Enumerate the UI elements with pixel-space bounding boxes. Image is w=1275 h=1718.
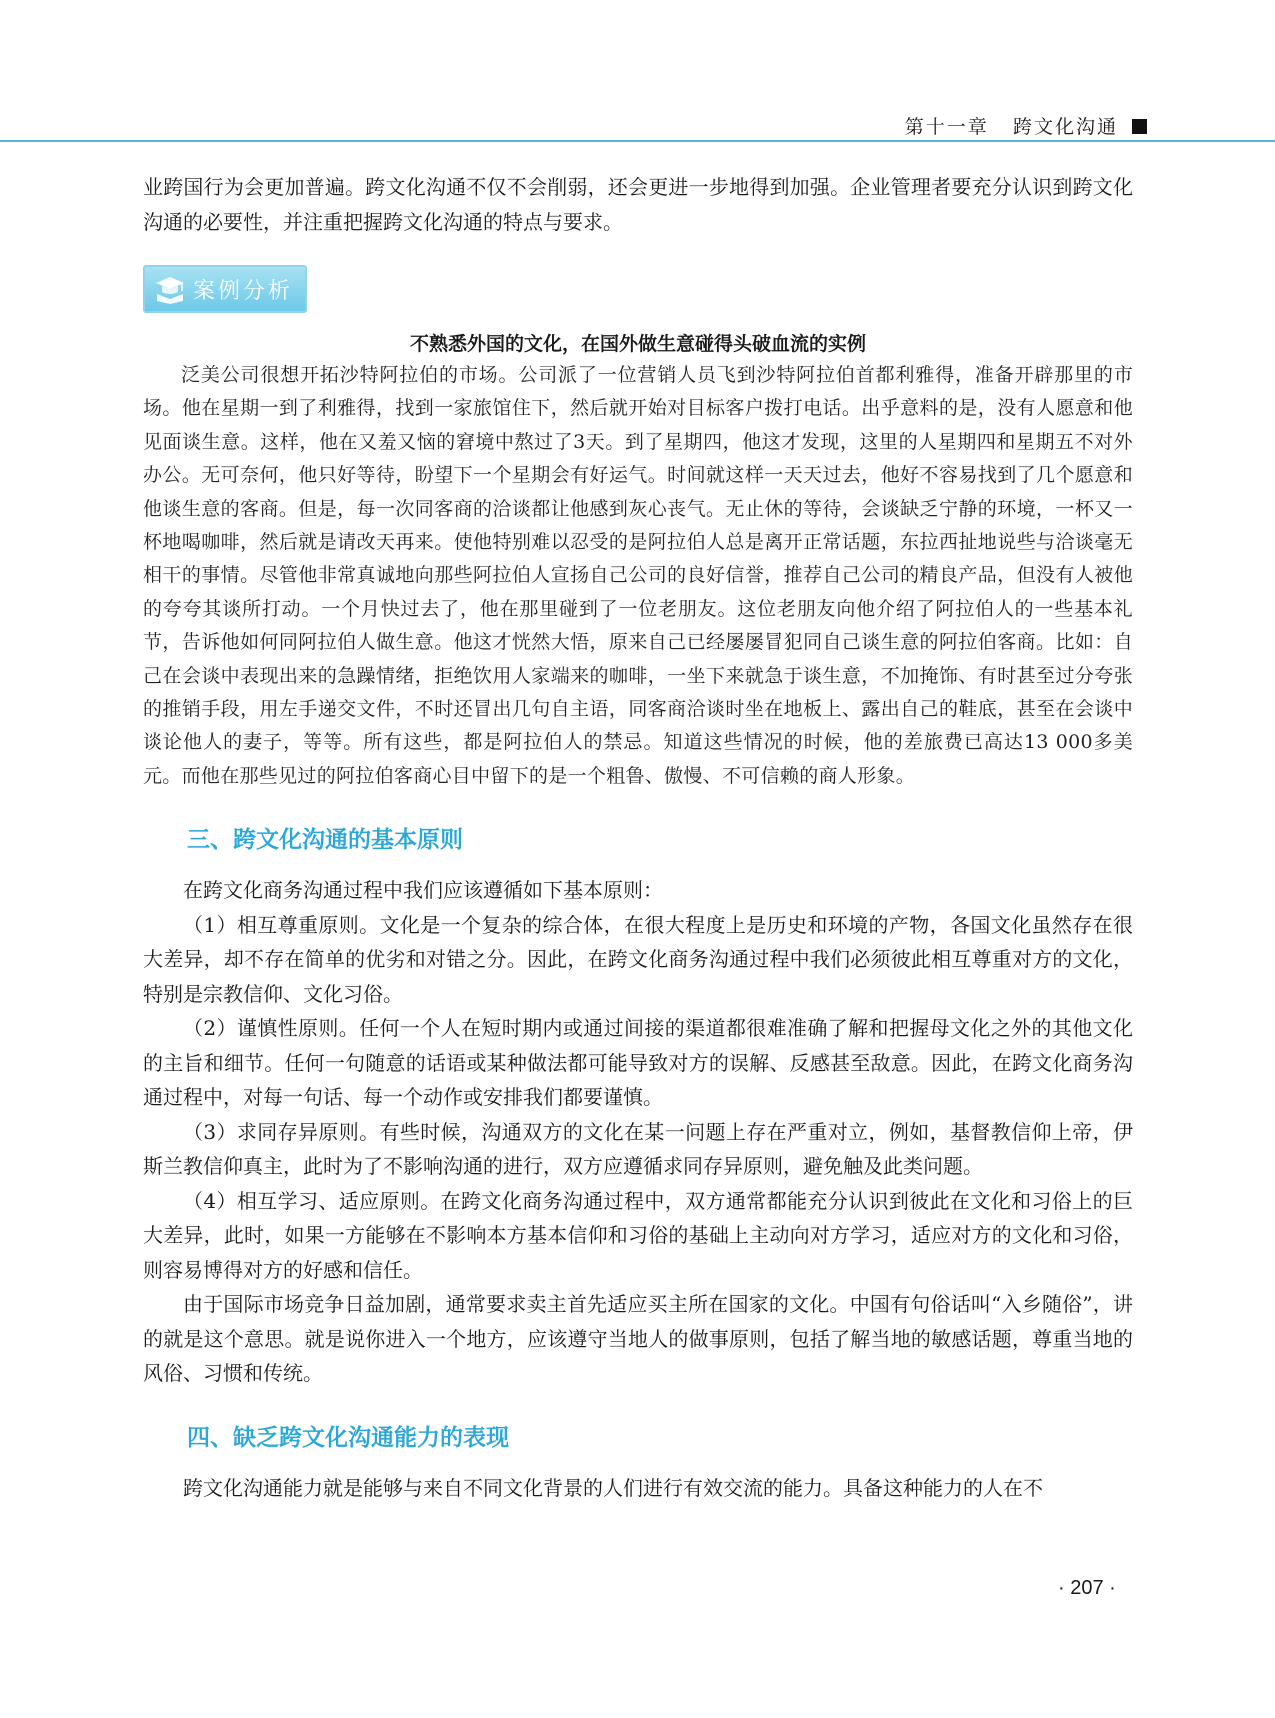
running-header bbox=[905, 112, 1147, 139]
header-title: 跨文化沟通 bbox=[1012, 116, 1118, 138]
header-chapter: 第十一章 bbox=[904, 116, 989, 138]
case-badge-label: 案例分析 bbox=[193, 278, 294, 304]
header-rule bbox=[0, 140, 1275, 142]
ability-paragraph: 跨文化沟通能力就是能够与来自不同文化背景的人们进行有效交流的能力。具备这种能力的人在不 bbox=[183, 1475, 1043, 1500]
page-content bbox=[143, 170, 1133, 1505]
graduation-cap-book-icon bbox=[153, 274, 187, 304]
section-title-lack-of-ability: 四、缺乏跨文化沟通能力的表现 bbox=[187, 1424, 509, 1451]
adaptation-paragraph: 由于国际市场竞争日益加剧，通常要求卖主首先适应买主所在国家的文化。中国有句俗话叫“入乡随俗”，讲的就是这个意思。就是说你进入一个地方，应该遵守当地人的做事原则，包括了解当地的敏感话题，尊重当地的风俗、习惯和传统。 bbox=[143, 1292, 1133, 1386]
principle-respect: （1）相互尊重原则。文化是一个复杂的综合体，在很大程度上是历史和环境的产物，各国文化虽然存在很大差异，却不存在简单的优劣和对错之分。因此，在跨文化商务沟通过程中我们必须彼此相互尊重对方的文化，特别是宗教信仰、文化习俗。 bbox=[143, 912, 1133, 1006]
header-square-icon bbox=[1132, 119, 1147, 134]
section-title-principles: 三、跨文化沟通的基本原则 bbox=[187, 827, 463, 854]
principles-intro: 在跨文化商务沟通过程中我们应该遵循如下基本原则： bbox=[183, 878, 663, 903]
page-number: · 207 · bbox=[1058, 1577, 1116, 1599]
case-analysis-badge bbox=[143, 265, 307, 313]
principle-common-ground: （3）求同存异原则。有些时候，沟通双方的文化在某一问题上存在严重对立，例如，基督教信仰上帝，伊斯兰教信仰真主，此时为了不影响沟通的进行，双方应遵循求同存异原则，避免触及此类问题。 bbox=[143, 1119, 1133, 1179]
case-paragraph: 泛美公司很想开拓沙特阿拉伯的市场。公司派了一位营销人员飞到沙特阿拉伯首都利雅得，准备开辟那里的市场。他在星期一到了利雅得，找到一家旅馆住下，然后就开始对目标客户拨打电话。出乎意料的是，没有人愿意和他见面谈生意。这样，他在又羞又恼的窘境中熬过了3天。到了星期四，他这才发现，这里的人星期四和星期五不对外办公。无可奈何，他只好等待，盼望下一个星期会有好运气。时间就这样一天天过去，他好不容易找到了几个愿意和他谈生意的客商。但是，每一次同客商的洽谈都让他感到灰心丧气。无止休的等待，会谈缺乏宁静的环境，一杯又一杯地喝咖啡，然后就是请改天再来。使他特别难以忍受的是阿拉伯人总是离开正常话题，东拉西扯地说些与洽谈毫无相干的事情。尽管他非常真诚地向那些阿拉伯人宣扬自己公司的良好信誉，推荐自己公司的精良产品，但没有人被他的夸夸其谈所打动。一个月快过去了，他在那里碰到了一位老朋友。这位老朋友向他介绍了阿拉伯人的一些基本礼节，告诉他如何同阿拉伯人做生意。他这才恍然大悟，原来自己已经屡屡冒犯同自己谈生意的阿拉伯客商。比如：自己在会谈中表现出来的急躁情绪，拒绝饮用人家端来的咖啡，一坐下来就急于谈生意，不加掩饰、有时甚至过分夸张的推销手段，用左手递交文件，不时还冒出几句自主语，同客商洽谈时坐在地板上、露出自己的鞋底，甚至在会谈中谈论他人的妻子，等等。所有这些，都是阿拉伯人的禁忌。知道这些情况的时候，他的差旅费已高达13 000多美元。而他在那些见过的阿拉伯客商心目中留下的是一个粗鲁、傲慢、不可信赖的商人形象。 bbox=[143, 364, 1133, 787]
principle-learning: （4）相互学习、适应原则。在跨文化商务沟通过程中，双方通常都能充分认识到彼此在文化和习俗上的巨大差异，此时，如果一方能够在不影响本方基本信仰和习俗的基础上主动向对方学习，适应对方的文化和习俗，则容易博得对方的好感和信任。 bbox=[143, 1188, 1133, 1282]
intro-paragraph: 业跨国行为会更加普遍。跨文化沟通不仅不会削弱，还会更进一步地得到加强。企业管理者要充分认识到跨文化沟通的必要性，并注重把握跨文化沟通的特点与要求。 bbox=[143, 175, 1133, 234]
case-title: 不熟悉外国的文化，在国外做生意碰得头破血流的实例 bbox=[409, 333, 866, 355]
principle-prudence: （2）谨慎性原则。任何一个人在短时期内或通过间接的渠道都很难准确了解和把握母文化之外的其他文化的主旨和细节。任何一句随意的话语或某种做法都可能导致对方的误解、反感甚至敌意。因此，在跨文化商务沟通过程中，对每一句话、每一个动作或安排我们都要谨慎。 bbox=[143, 1016, 1133, 1110]
